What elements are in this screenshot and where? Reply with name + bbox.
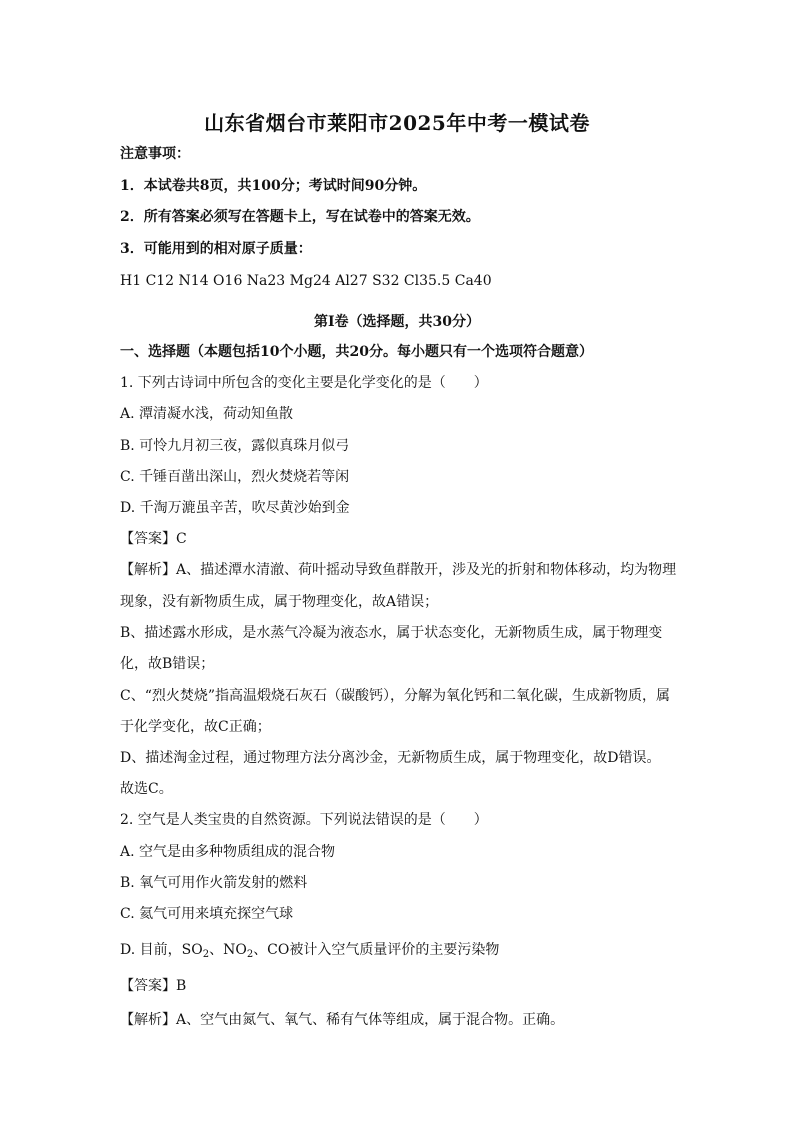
question-1-explanation-3: B、描述露水形成，是水蒸气冷凝为液态水，属于状态变化，无新物质生成，属于物理变 — [120, 625, 663, 641]
question-2-option-b: B. 氧气可用作火箭发射的燃料 — [120, 875, 308, 891]
notes-item-1: 1．本试卷共8页，共100分；考试时间90分钟。 — [120, 178, 427, 194]
notes-item-2: 2．所有答案必须写在答题卡上，写在试卷中的答案无效。 — [120, 209, 480, 225]
question-1-stem: 1. 下列古诗词中所包含的变化主要是化学变化的是（ ） — [120, 375, 488, 391]
part-one-heading: 一、选择题（本题包括10个小题，共20分。每小题只有一个选项符合题意） — [120, 344, 593, 360]
question-1-explanation-7: D、描述淘金过程，通过物理方法分离沙金，无新物质生成，属于物理变化，故D错误。 — [120, 750, 661, 766]
atomic-masses: H1 C12 N14 O16 Na23 Mg24 Al27 S32 Cl35.5 Ca40 — [120, 273, 492, 289]
question-1-explanation-6: 于化学变化，故C正确； — [120, 719, 271, 735]
notes-heading: 注意事项： — [120, 146, 190, 162]
question-1-answer: 【答案】C — [120, 531, 187, 547]
question-2-option-d — [120, 941, 499, 959]
page-title: 山东省烟台市莱阳市2025年中考一模试卷 — [204, 111, 590, 135]
question-1-explanation-5: C、“烈火焚烧”指高温煅烧石灰石（碳酸钙），分解为氧化钙和二氧化碳，生成新物质，属 — [120, 688, 671, 704]
question-2-option-a: A. 空气是由多种物质组成的混合物 — [120, 844, 336, 860]
option-d-middle: 、NO — [209, 942, 247, 958]
subscript-2-so2: 2 — [202, 949, 210, 960]
question-2-answer: 【答案】B — [120, 978, 187, 994]
question-1-option-d: D. 千淘万漉虽辛苦，吹尽黄沙始到金 — [120, 500, 350, 516]
question-2-explanation-1: 【解析】A、空气由氮气、氧气、稀有气体等组成，属于混合物。正确。 — [120, 1012, 565, 1028]
question-2-stem: 2. 空气是人类宝贵的自然资源。下列说法错误的是（ ） — [120, 812, 488, 828]
subscript-2-no2: 2 — [246, 949, 254, 960]
question-1-explanation-4: 化，故B错误； — [120, 656, 215, 672]
question-1-option-a: A. 潭清凝水浅，荷动知鱼散 — [120, 406, 294, 422]
section-title: 第Ⅰ卷（选择题，共30分） — [313, 314, 481, 330]
notes-item-3: 3．可能用到的相对原子质量： — [120, 241, 312, 257]
question-1-explanation-1: 【解析】A、描述潭水清澈、荷叶摇动导致鱼群散开，涉及光的折射和物体移动，均为物理 — [120, 562, 677, 578]
question-1-option-c: C. 千锤百凿出深山，烈火焚烧若等闲 — [120, 469, 350, 485]
option-d-suffix: 、CO被计入空气质量评价的主要污染物 — [253, 942, 500, 958]
question-2-option-c: C. 氦气可用来填充探空气球 — [120, 906, 294, 922]
question-1-explanation-8: 故选C。 — [120, 781, 173, 797]
question-1-explanation-2: 现象，没有新物质生成，属于物理变化，故A错误； — [120, 594, 439, 610]
question-1-option-b: B. 可怜九月初三夜，露似真珠月似弓 — [120, 438, 350, 454]
option-d-prefix: D. 目前，SO — [120, 942, 203, 958]
